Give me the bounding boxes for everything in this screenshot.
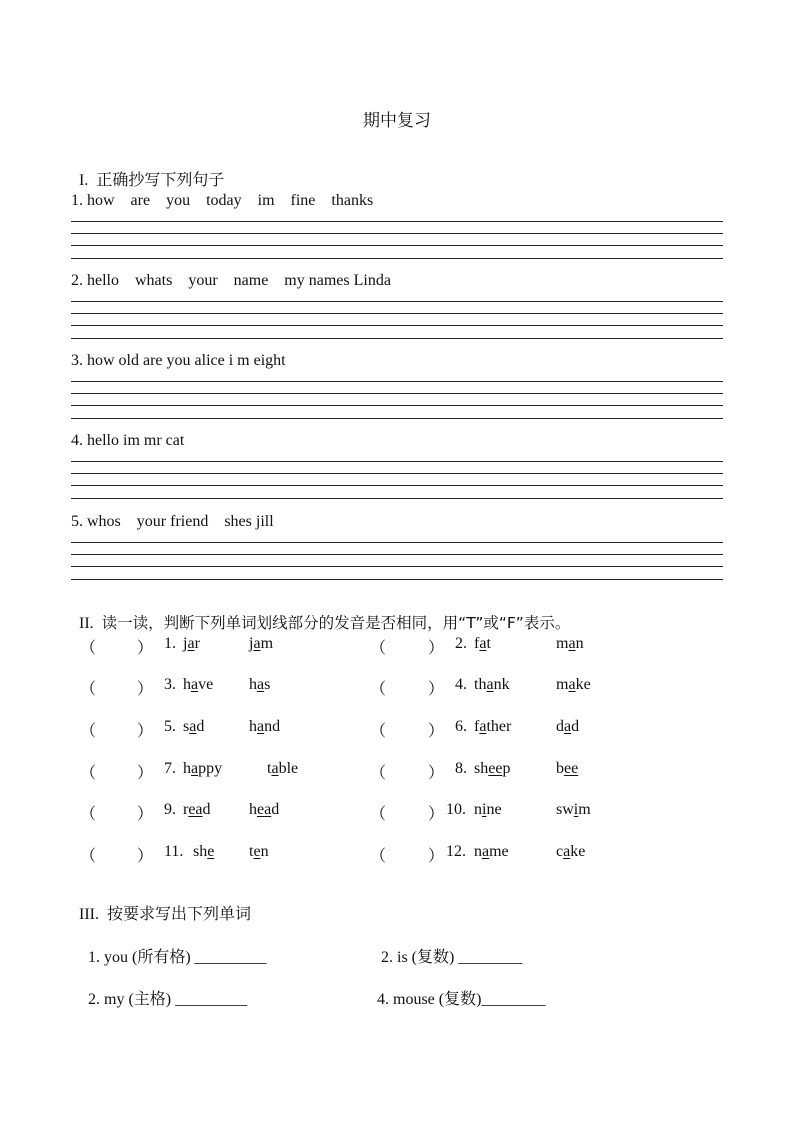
section-3-heading: [71, 883, 251, 924]
item-number: 7.: [164, 760, 176, 777]
writing-line[interactable]: [71, 325, 723, 326]
underlined-sound: ea: [188, 801, 203, 818]
word-first: sad: [183, 718, 205, 735]
word-second: ten: [249, 843, 269, 860]
item-number: 3.: [164, 676, 176, 693]
underlined-sound: a: [486, 676, 494, 693]
sentence-1: 1. how are you today im fine thanks: [71, 192, 374, 209]
answer-paren-close: ）: [137, 723, 154, 740]
answer-paren-open[interactable]: （: [370, 723, 387, 740]
underlined-sound: a: [257, 718, 265, 735]
word-second: hand: [249, 718, 281, 735]
item-number: 4.: [455, 676, 467, 693]
section-2-heading: [71, 593, 570, 633]
word-first: read: [183, 801, 211, 818]
underlined-sound: a: [257, 676, 265, 693]
page-title: 期中复习: [363, 111, 431, 131]
writing-line[interactable]: [71, 301, 723, 302]
answer-paren-close: ）: [428, 723, 445, 740]
writing-line[interactable]: [71, 221, 723, 222]
sentence-2: 2. hello whats your name my names Linda: [71, 272, 391, 289]
section-2-numeral: II.: [79, 615, 94, 632]
word-first: sheep: [474, 760, 511, 777]
underlined-sound: e: [207, 843, 215, 860]
writing-line[interactable]: [71, 554, 723, 555]
writing-line[interactable]: [71, 313, 723, 314]
word-second: make: [556, 676, 591, 693]
item-number: 9.: [164, 801, 176, 818]
underlined-sound: a: [191, 760, 199, 777]
word-first: name: [474, 843, 509, 860]
answer-paren-close: ）: [428, 765, 445, 782]
underlined-sound: a: [253, 635, 261, 652]
section-1-title: 正确抄写下列句子: [96, 170, 225, 189]
answer-paren-open[interactable]: （: [80, 765, 97, 782]
writing-line[interactable]: [71, 338, 723, 339]
word-second: head: [249, 801, 280, 818]
underlined-sound: a: [482, 843, 490, 860]
item-number: 5.: [164, 718, 176, 735]
underlined-sound: ee: [488, 760, 503, 777]
item-number: 11.: [164, 843, 184, 860]
answer-paren-close: ）: [428, 806, 445, 823]
item-number: 1.: [164, 635, 176, 652]
word-first: father: [474, 718, 512, 735]
answer-paren-open[interactable]: （: [370, 806, 387, 823]
answer-paren-close: ）: [137, 765, 154, 782]
underlined-sound: a: [564, 718, 572, 735]
answer-paren-close: ）: [137, 681, 154, 698]
writing-line[interactable]: [71, 461, 723, 462]
writing-line[interactable]: [71, 473, 723, 474]
underlined-sound: i: [482, 801, 487, 818]
word-first: thank: [474, 676, 510, 693]
word-second: swim: [556, 801, 591, 818]
underlined-sound: i: [573, 801, 579, 818]
answer-paren-close: ）: [137, 806, 154, 823]
answer-paren-open[interactable]: （: [80, 806, 97, 823]
underlined-sound: a: [191, 676, 199, 693]
word-second: man: [556, 635, 584, 652]
word-second: has: [249, 676, 271, 693]
word-first: fat: [474, 635, 491, 652]
section-1-numeral: I.: [79, 172, 89, 189]
writing-line[interactable]: [71, 258, 723, 259]
sentence-4: 4. hello im mr cat: [71, 432, 185, 449]
underlined-sound: ee: [564, 760, 579, 777]
word-first: nine: [474, 801, 502, 818]
writing-line[interactable]: [71, 393, 723, 394]
item-number: 10.: [446, 801, 466, 818]
answer-paren-close: ）: [428, 681, 445, 698]
answer-paren-open[interactable]: （: [370, 681, 387, 698]
answer-paren-open[interactable]: （: [80, 681, 97, 698]
word-first: have: [183, 676, 214, 693]
word-task-4: 4. mouse (复数)________: [377, 989, 546, 1008]
answer-paren-close: ）: [137, 848, 154, 865]
word-second: cake: [556, 843, 586, 860]
answer-paren-close: ）: [428, 640, 445, 657]
word-first: she: [193, 843, 215, 860]
word-first: happy: [183, 760, 223, 777]
answer-paren-open[interactable]: （: [80, 848, 97, 865]
word-second: dad: [556, 718, 580, 735]
word-task-3: 2. my (主格) _________: [88, 989, 248, 1008]
writing-line[interactable]: [71, 498, 723, 499]
word-first: jar: [183, 635, 200, 652]
word-second: jam: [249, 635, 274, 652]
answer-paren-open[interactable]: （: [370, 765, 387, 782]
underlined-sound: a: [563, 843, 571, 860]
section-3-numeral: III.: [79, 906, 99, 923]
underlined-sound: e: [253, 843, 261, 860]
answer-paren-open[interactable]: （: [370, 640, 387, 657]
answer-paren-open[interactable]: （: [80, 640, 97, 657]
underlined-sound: ea: [257, 801, 272, 818]
section-3-title: 按要求写出下列单词: [106, 904, 251, 923]
word-task-2: 2. is (复数) ________: [381, 947, 523, 966]
writing-line[interactable]: [71, 381, 723, 382]
section-1-heading: [71, 149, 224, 190]
underlined-sound: a: [568, 676, 576, 693]
sentence-5: 5. whos your friend shes jill: [71, 513, 274, 530]
answer-paren-open[interactable]: （: [370, 848, 387, 865]
writing-line[interactable]: [71, 405, 723, 406]
sentence-3: 3. how old are you alice i m eight: [71, 352, 286, 369]
item-number: 2.: [455, 635, 467, 652]
writing-line[interactable]: [71, 566, 723, 567]
writing-line[interactable]: [71, 542, 723, 543]
word-second: bee: [556, 760, 579, 777]
item-number: 6.: [455, 718, 467, 735]
section-2-title: 读一读，判断下列单词划线部分的发音是否相同，用“T”或“F”表示。: [101, 614, 571, 632]
item-number: 12.: [446, 843, 466, 860]
item-number: 8.: [455, 760, 467, 777]
underlined-sound: a: [479, 635, 487, 652]
answer-blank[interactable]: _________: [171, 991, 248, 1008]
writing-line[interactable]: [71, 233, 723, 234]
underlined-sound: a: [271, 760, 279, 777]
writing-line[interactable]: [71, 418, 723, 419]
answer-blank[interactable]: _________: [190, 949, 267, 966]
writing-line[interactable]: [71, 579, 723, 580]
answer-blank[interactable]: ________: [481, 991, 546, 1008]
writing-line[interactable]: [71, 245, 723, 246]
answer-blank[interactable]: ________: [454, 949, 523, 966]
word-task-1: 1. you (所有格) _________: [88, 947, 267, 966]
underlined-sound: a: [479, 718, 487, 735]
underlined-sound: a: [187, 635, 195, 652]
answer-paren-open[interactable]: （: [80, 723, 97, 740]
answer-paren-close: ）: [428, 848, 445, 865]
answer-paren-close: ）: [137, 640, 154, 657]
word-second: table: [267, 760, 299, 777]
underlined-sound: a: [189, 718, 197, 735]
writing-line[interactable]: [71, 485, 723, 486]
underlined-sound: a: [568, 635, 576, 652]
